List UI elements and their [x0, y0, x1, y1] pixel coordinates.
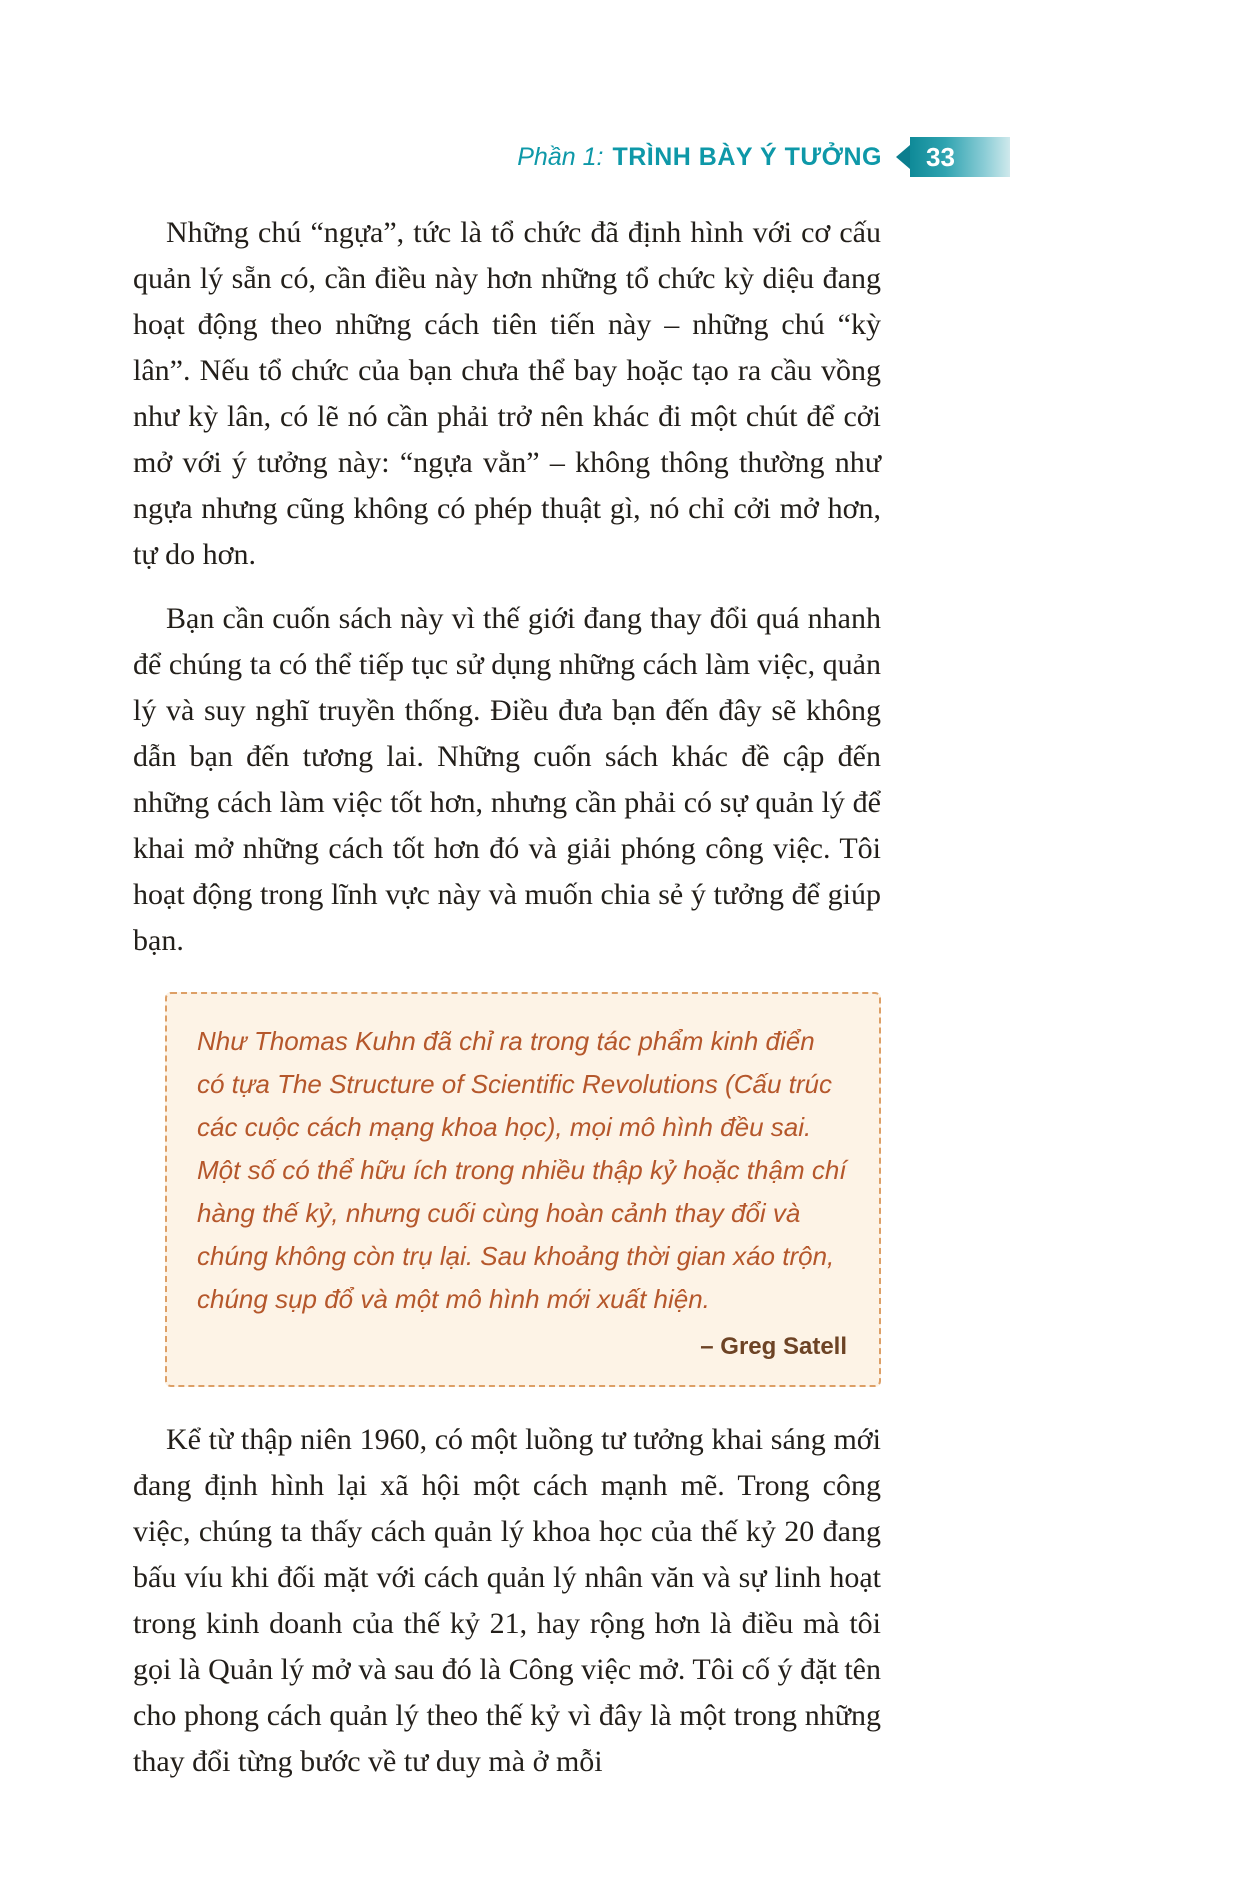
- page-number: 33: [926, 141, 955, 172]
- quote-attribution: – Greg Satell: [700, 1333, 847, 1360]
- badge-background: [910, 137, 1010, 177]
- part-label: Phần 1:: [517, 142, 604, 171]
- paragraph-why-you-need-book: Bạn cần cuốn sách này vì thế giới đang thay đổi quá nhanh để chúng ta có thể tiếp tục sử dụng những cách làm việc, quản lý và suy nghĩ truyền thống. Điều đưa bạn đến đây sẽ không dẫn bạn đến tương lai. Những cuốn sách khác đề cập đến những cách làm việc tốt hơn, nhưng cần phải có sự quản lý để khai mở những cách tốt hơn đó và giải phóng công việc. Tôi hoạt động trong lĩnh vực này và muốn chia sẻ ý tưởng để giúp bạn.: [133, 602, 881, 957]
- paragraph-horses-unicorns: Những chú “ngựa”, tức là tổ chức đã định hình với cơ cấu quản lý sẵn có, cần điều này hơn những tổ chức kỳ diệu đang hoạt động theo những cách tiên tiến này – những chú “kỳ lân”. Nếu tổ chức của bạn chưa thể bay hoặc tạo ra cầu vồng như kỳ lân, có lẽ nó cần phải trở nên khác đi một chút để cởi mở với ý tưởng này: “ngựa vằn” – không thông thường như ngựa nhưng cũng không có phép thuật gì, nó chỉ cởi mở hơn, tự do hơn.: [133, 216, 881, 571]
- paragraph-since-1960s: Kể từ thập niên 1960, có một luồng tư tưởng khai sáng mới đang định hình lại xã hội một cách mạnh mẽ. Trong công việc, chúng ta thấy cách quản lý khoa học của thế kỷ 20 đang bấu víu khi đối mặt với cách quản lý nhân văn và sự linh hoạt trong kinh doanh của thế kỷ 21, hay rộng hơn là điều mà tôi gọi là Quản lý mở và sau đó là Công việc mở. Tôi cố ý đặt tên cho phong cách quản lý theo thế kỷ vì đây là một trong những thay đổi từng bước về tư duy mà ở mỗi: [133, 1423, 881, 1778]
- page-number-badge: [896, 137, 1010, 177]
- body-column: [133, 210, 881, 1803]
- badge-arrow-icon: [896, 145, 910, 169]
- quote-text: Như Thomas Kuhn đã chỉ ra trong tác phẩm kinh điển có tựa The Structure of Scientific Revolutions (Cấu trúc các cuộc cách mạng khoa học), mọi mô hình đều sai. Một số có thể hữu ích trong nhiều thập kỷ hoặc thậm chí hàng thế kỷ, nhưng cuối cùng hoàn cảnh thay đổi và chúng không còn trụ lại. Sau khoảng thời gian xáo trộn, chúng sụp đổ và một mô hình mới xuất hiện.: [197, 1026, 847, 1314]
- part-title: TRÌNH BÀY Ý TƯỞNG: [612, 142, 882, 171]
- page-header: [0, 136, 1245, 178]
- quote-box: [165, 992, 881, 1387]
